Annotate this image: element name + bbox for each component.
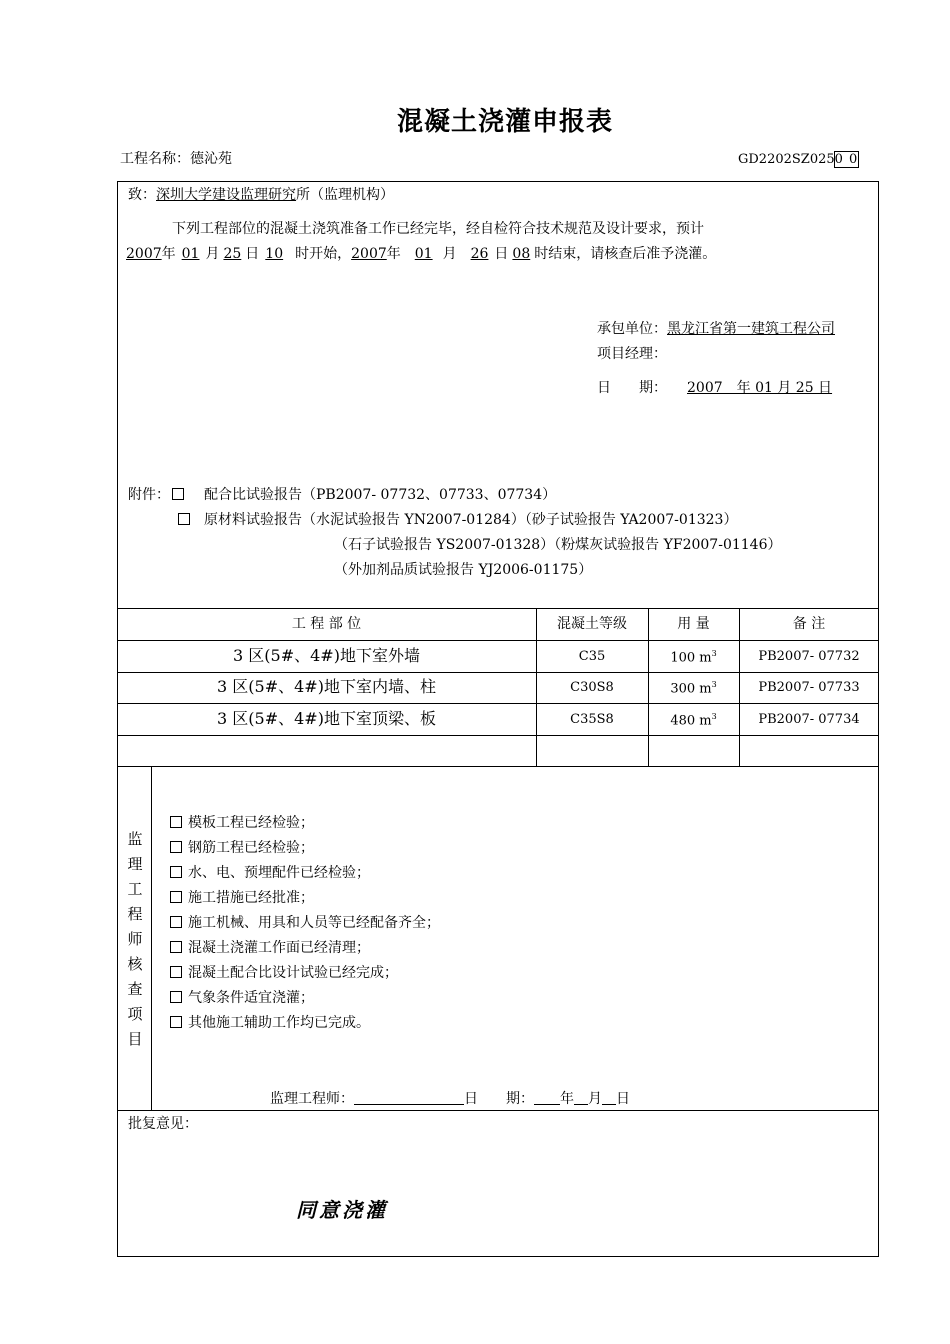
side-label-char: 理 bbox=[127, 855, 143, 873]
word-year: 年 bbox=[161, 246, 176, 262]
check-item-label: 混凝土浇灌工作面已经清理； bbox=[188, 940, 370, 956]
table-row-border bbox=[117, 672, 879, 673]
table-row-border bbox=[117, 703, 879, 704]
table-row-part: 3 区(5#、4#)地下室顶梁、板 bbox=[217, 709, 436, 728]
side-label-char: 师 bbox=[127, 930, 143, 948]
checkbox-icon bbox=[170, 916, 182, 928]
word-year: 年 bbox=[560, 1091, 574, 1107]
quantity-value: 300 m bbox=[670, 681, 712, 697]
end-day: 26 bbox=[470, 246, 489, 262]
side-label-char: 核 bbox=[127, 955, 143, 973]
side-label-char: 目 bbox=[127, 1030, 143, 1048]
table-top-border bbox=[117, 608, 879, 609]
table-row-grade: C30S8 bbox=[570, 680, 614, 695]
table-row-note: PB2007- 07734 bbox=[758, 712, 860, 727]
engineer-date-label: 日 期： bbox=[464, 1091, 534, 1107]
approval-label: 批复意见： bbox=[128, 1116, 198, 1132]
header-grade: 混凝土等级 bbox=[557, 616, 627, 632]
attachment-item-1: 配合比试验报告（PB2007- 07732、07733、07734） bbox=[204, 487, 557, 503]
table-header-border bbox=[117, 640, 879, 641]
table-row-quantity bbox=[648, 713, 739, 727]
start-year: 2007 bbox=[126, 246, 162, 262]
quantity-value: 480 m bbox=[670, 713, 712, 729]
check-item bbox=[170, 816, 314, 830]
word-year: 年 bbox=[386, 246, 401, 262]
end-year: 2007 bbox=[351, 246, 387, 262]
document-number-base: GD2202SZ025 bbox=[738, 152, 835, 167]
check-item-label: 气象条件适宜浇灌； bbox=[188, 990, 314, 1006]
attachments-label: 附件： bbox=[128, 487, 170, 503]
table-bottom-border bbox=[117, 766, 879, 767]
check-item bbox=[170, 1016, 370, 1030]
check-item-label: 施工措施已经批准； bbox=[188, 890, 314, 906]
body-line-1: 下列工程部位的混凝土浇筑准备工作已经完毕，经自检符合技术规范及设计要求，预计 bbox=[172, 221, 704, 237]
word-end: 时结束，请核查后准予浇灌。 bbox=[534, 246, 717, 262]
quantity-value: 100 m bbox=[670, 650, 712, 666]
checkbox-icon bbox=[170, 991, 182, 1003]
attachment-line-2 bbox=[178, 513, 737, 527]
word-start: 时开始， bbox=[295, 246, 352, 262]
check-item bbox=[170, 891, 314, 905]
word-month: 月 bbox=[588, 1091, 602, 1107]
check-item-label: 混凝土配合比设计试验已经完成； bbox=[188, 965, 398, 981]
table-row-grade: C35 bbox=[578, 649, 606, 664]
table-row-note: PB2007- 07732 bbox=[758, 649, 860, 664]
contractor-unit bbox=[597, 322, 835, 336]
start-month: 01 bbox=[181, 246, 200, 262]
year-blank bbox=[534, 1090, 560, 1105]
document-number-suffix: 0 0 bbox=[834, 152, 859, 167]
checkbox-icon bbox=[170, 1016, 182, 1028]
attachment-item-3: （石子试验报告 YS2007-01328）（粉煤灰试验报告 YF2007-01146） bbox=[334, 537, 782, 553]
check-item-label: 其他施工辅助工作均已完成。 bbox=[188, 1015, 370, 1031]
header-part: 工 程 部 位 bbox=[291, 616, 362, 632]
contractor-unit-value: 黑龙江省第一建筑工程公司 bbox=[667, 321, 835, 337]
start-hour: 10 bbox=[265, 246, 284, 262]
contractor-date-value: 2007 年 01 月 25 日 bbox=[687, 380, 833, 396]
side-label-char: 工 bbox=[127, 880, 143, 898]
checkbox-icon bbox=[170, 816, 182, 828]
check-item bbox=[170, 991, 314, 1005]
table-row-border bbox=[117, 735, 879, 736]
check-item-label: 模板工程已经检验； bbox=[188, 815, 314, 831]
word-day: 日 bbox=[245, 246, 260, 262]
month-blank bbox=[574, 1090, 588, 1105]
checkbox-icon bbox=[172, 488, 184, 500]
day-blank bbox=[602, 1090, 616, 1105]
check-item bbox=[170, 916, 440, 930]
approval-opinion: 同意浇灌 bbox=[296, 1198, 388, 1222]
table-row-part: 3 区(5#、4#)地下室内墙、柱 bbox=[217, 677, 436, 696]
checkbox-icon bbox=[170, 866, 182, 878]
start-day: 25 bbox=[223, 246, 242, 262]
check-item-label: 钢筋工程已经检验； bbox=[188, 840, 314, 856]
checkbox-icon bbox=[170, 941, 182, 953]
addressee-suffix: 所（监理机构） bbox=[296, 187, 394, 203]
word-day: 日 bbox=[616, 1091, 630, 1107]
word-month: 月 bbox=[205, 246, 220, 262]
table-row-note: PB2007- 07733 bbox=[758, 680, 860, 695]
side-label-char: 项 bbox=[127, 1005, 143, 1023]
addressee bbox=[128, 188, 394, 202]
engineer-label: 监理工程师： bbox=[270, 1091, 354, 1107]
form-title: 混凝土浇灌申报表 bbox=[396, 107, 613, 137]
table-row-quantity bbox=[648, 681, 739, 695]
attachment-line-1 bbox=[128, 488, 556, 502]
check-item bbox=[170, 841, 314, 855]
header-quantity: 用 量 bbox=[677, 616, 710, 632]
addressee-org: 深圳大学建设监理研究 bbox=[156, 187, 296, 203]
unit-superscript: 3 bbox=[711, 712, 717, 721]
checkbox-icon bbox=[170, 966, 182, 978]
check-item bbox=[170, 966, 398, 980]
check-item bbox=[170, 941, 370, 955]
body-line-2 bbox=[126, 247, 716, 261]
inspection-side-divider bbox=[151, 766, 152, 1110]
engineer-blank bbox=[354, 1090, 464, 1105]
check-item-label: 水、电、预埋配件已经检验； bbox=[188, 865, 370, 881]
check-item-label: 施工机械、用具和人员等已经配备齐全； bbox=[188, 915, 440, 931]
table-row-quantity bbox=[648, 650, 739, 664]
attachment-item-2: 原材料试验报告（水泥试验报告 YN2007-01284）（砂子试验报告 YA2007-01323） bbox=[204, 512, 738, 528]
side-label-char: 查 bbox=[127, 980, 143, 998]
approval-border bbox=[117, 1110, 879, 1111]
unit-superscript: 3 bbox=[711, 680, 717, 689]
header-note: 备 注 bbox=[792, 616, 826, 632]
checkbox-icon bbox=[170, 841, 182, 853]
checkbox-icon bbox=[170, 891, 182, 903]
project-name: 工程名称：德沁苑 bbox=[120, 151, 232, 167]
contractor-date bbox=[597, 381, 834, 395]
project-manager-label: 项目经理： bbox=[597, 346, 667, 362]
document-number bbox=[738, 153, 858, 166]
end-month: 01 bbox=[414, 246, 433, 262]
attachment-item-4: （外加剂品质试验报告 YJ2006-01175） bbox=[334, 562, 593, 578]
word-month: 月 bbox=[442, 246, 457, 262]
table-row-grade: C35S8 bbox=[570, 712, 614, 727]
end-hour: 08 bbox=[512, 246, 531, 262]
table-row-part: 3 区(5#、4#)地下室外墙 bbox=[233, 646, 420, 665]
side-label-char: 监 bbox=[127, 830, 143, 848]
engineer-signature-line bbox=[270, 1090, 630, 1106]
side-label-char: 程 bbox=[127, 905, 143, 923]
contractor-date-label: 日 期： bbox=[597, 380, 667, 396]
word-day: 日 bbox=[494, 246, 509, 262]
addressee-prefix: 致： bbox=[128, 187, 156, 203]
contractor-unit-label: 承包单位： bbox=[597, 321, 667, 337]
unit-superscript: 3 bbox=[711, 649, 717, 658]
check-item bbox=[170, 866, 370, 880]
checkbox-icon bbox=[178, 513, 190, 525]
